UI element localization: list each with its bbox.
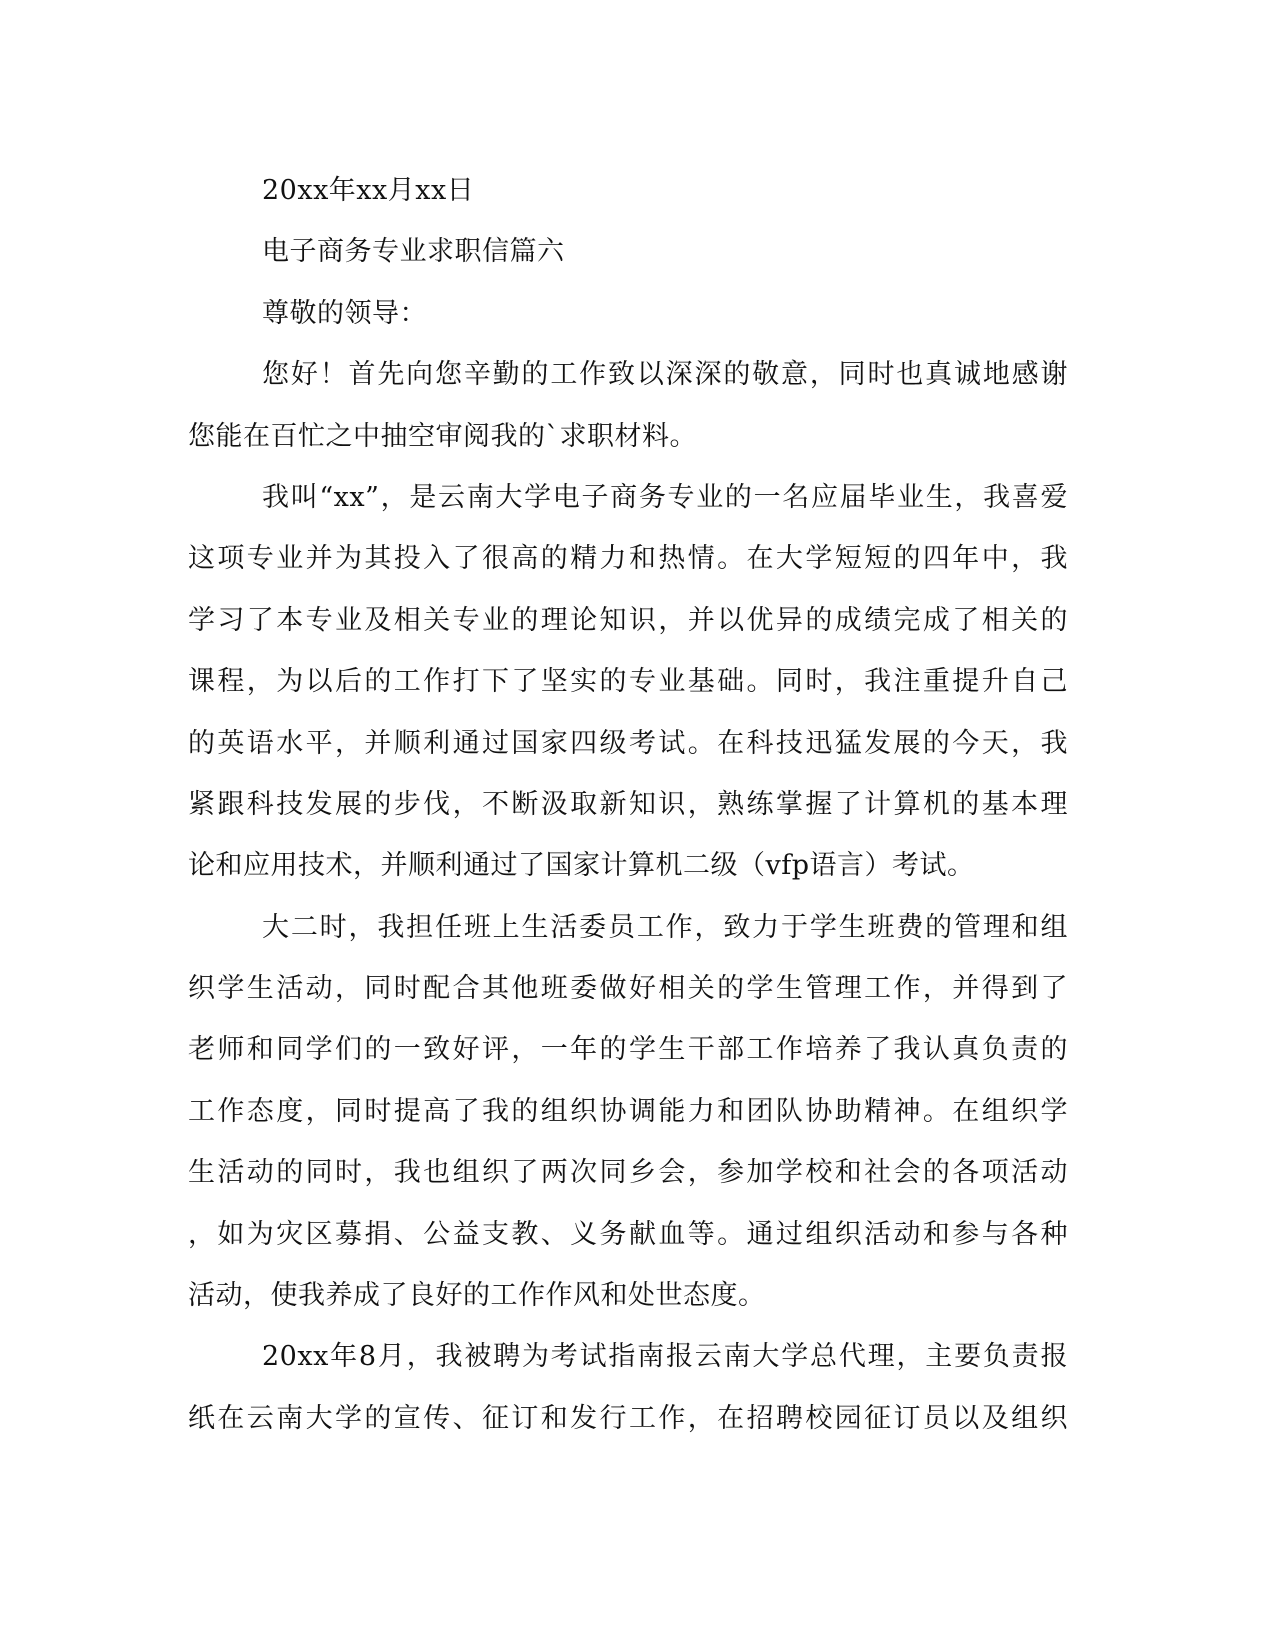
text-line: 工作态度，同时提高了我的组织协调能力和团队协助精神。在组织学 (188, 1095, 1068, 1127)
text-line: 课程，为以后的工作打下了坚实的专业基础。同时，我注重提升自己 (188, 666, 1068, 698)
text-line: 紧跟科技发展的步伐，不断汲取新知识，熟练掌握了计算机的基本理 (188, 788, 1068, 820)
document-heading: 电子商务专业求职信篇六 (262, 236, 565, 268)
text-line: 大二时，我担任班上生活委员工作，致力于学生班费的管理和组 (262, 911, 1068, 943)
salutation: 尊敬的领导： (262, 297, 427, 329)
text-line: 您能在百忙之中抽空审阅我的`求职材料。 (188, 420, 697, 452)
text-line: 学习了本专业及相关专业的理论知识，并以优异的成绩完成了相关的 (188, 604, 1068, 636)
text-line: 这项专业并为其投入了很高的精力和热情。在大学短短的四年中，我 (188, 543, 1068, 575)
text-line: 织学生活动，同时配合其他班委做好相关的学生管理工作，并得到了 (188, 973, 1068, 1005)
text-line: 20xx年8月，我被聘为考试指南报云南大学总代理，主要负责报 (262, 1341, 1068, 1373)
text-line: 我叫“xx”，是云南大学电子商务专业的一名应届毕业生，我喜爱 (262, 481, 1068, 513)
text-line: 活动，使我养成了良好的工作作风和处世态度。 (188, 1280, 766, 1312)
letter-body (188, 160, 1068, 1449)
date-line: 20xx年xx月xx日 (262, 175, 475, 206)
text-line: ，如为灾区募捐、公益支教、义务献血等。通过组织活动和参与各种 (188, 1218, 1068, 1250)
text-line: 论和应用技术，并顺利通过了国家计算机二级（vfp语言）考试。 (188, 850, 975, 882)
text-line: 您好！首先向您辛勤的工作致以深深的敬意，同时也真诚地感谢 (262, 359, 1068, 391)
text-line: 老师和同学们的一致好评，一年的学生干部工作培养了我认真负责的 (188, 1034, 1068, 1066)
text-line: 的英语水平，并顺利通过国家四级考试。在科技迅猛发展的今天，我 (188, 727, 1068, 759)
text-line: 纸在云南大学的宣传、征订和发行工作，在招聘校园征订员以及组织 (188, 1402, 1068, 1434)
text-line: 生活动的同时，我也组织了两次同乡会，参加学校和社会的各项活动 (188, 1157, 1068, 1189)
